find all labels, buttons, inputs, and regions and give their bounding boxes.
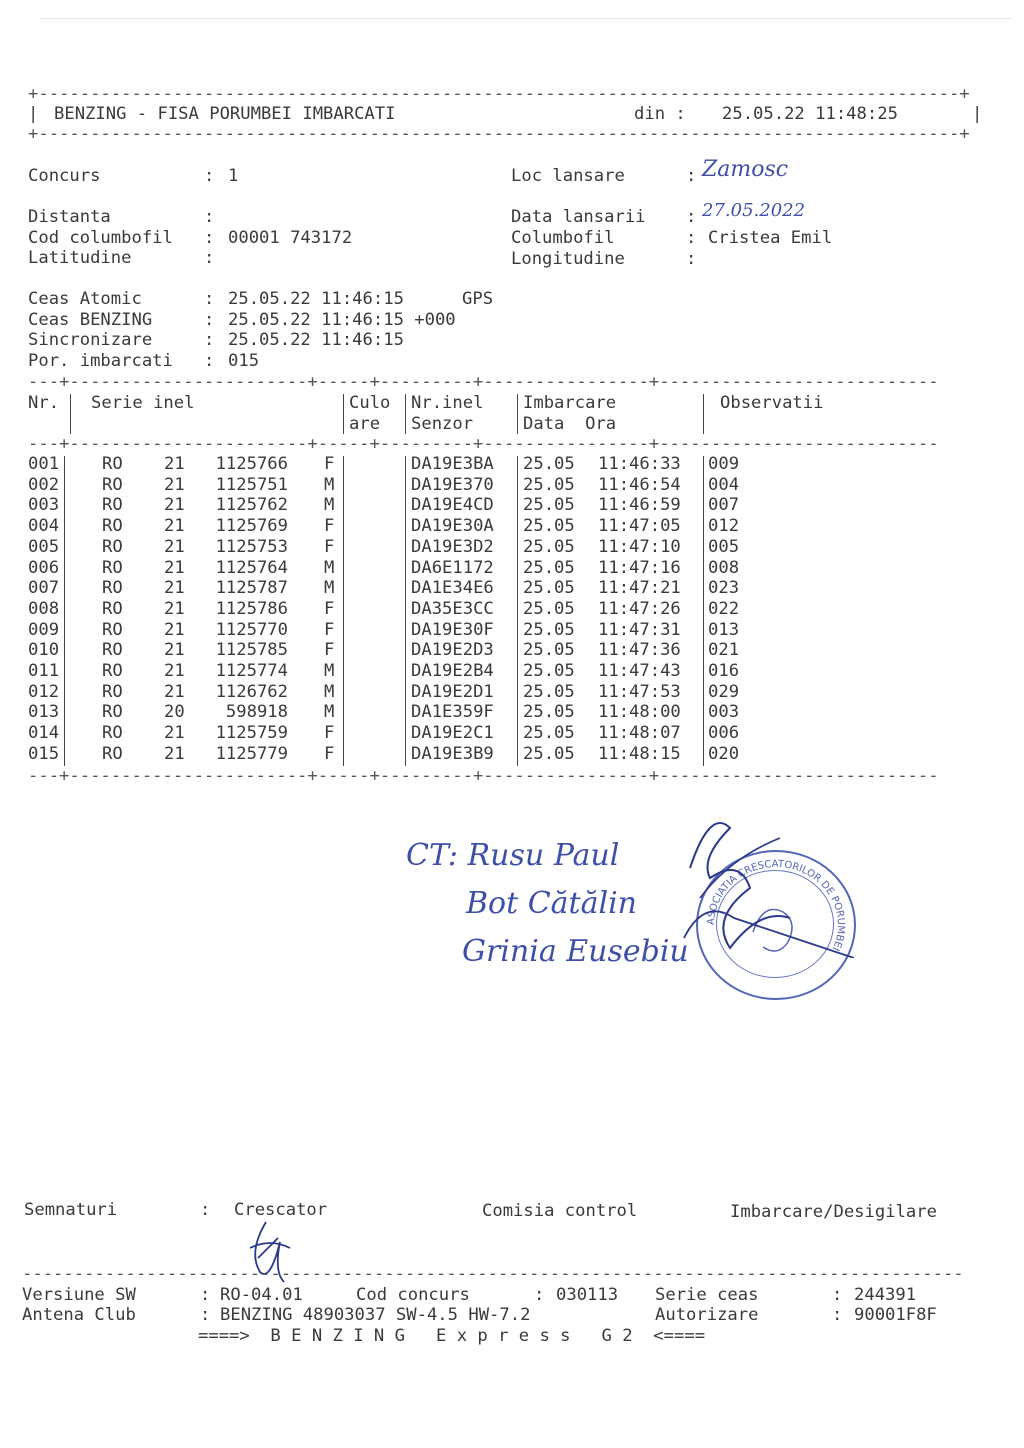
antena-value: BENZING 48903037 SW-4.5 HW-7.2: [220, 1305, 531, 1325]
handwritten-line-1: CT: Rusu Paul: [406, 838, 620, 873]
footer-separator: -------------------------------------------------------------------------------------------: [22, 1264, 964, 1284]
row-tara: RO: [102, 723, 123, 744]
colon: :: [686, 166, 697, 186]
row-data: 25.05: [523, 454, 575, 474]
colon: :: [832, 1305, 843, 1325]
row-sex: F: [324, 516, 335, 537]
col-divider: [517, 456, 518, 766]
row-ora: 11:47:43: [598, 661, 681, 681]
row-data: 25.05: [523, 598, 575, 619]
row-tara: RO: [102, 743, 123, 764]
row-tara: RO: [102, 578, 123, 599]
row-sex: M: [324, 495, 335, 516]
data-lansarii-label: Data lansarii: [511, 207, 646, 227]
row-sex: F: [324, 454, 335, 474]
row-data: 25.05: [523, 723, 575, 744]
brand-line: ====> B E N Z I N G E x p r e s s G 2 <====: [198, 1326, 706, 1346]
row-senzor: DA19E4CD: [411, 495, 494, 516]
row-inel: 1126762: [215, 681, 288, 702]
row-an: 21: [164, 723, 185, 744]
row-inel: 1125774: [215, 661, 288, 681]
cod-columbofil-value: 00001 743172: [228, 228, 353, 248]
row-data: 25.05: [523, 474, 575, 495]
row-tara: RO: [102, 661, 123, 681]
row-data: 25.05: [523, 557, 575, 578]
colon: :: [204, 166, 215, 186]
antena-label: Antena Club: [22, 1305, 136, 1325]
header-culoare-2: are: [349, 414, 381, 434]
header-serie-inel: Serie inel: [91, 393, 195, 413]
page-title: BENZING - FISA PORUMBEI IMBARCATI: [54, 104, 396, 124]
cod-concurs-label: Cod concurs: [356, 1285, 470, 1305]
row-obs: 021: [708, 640, 740, 661]
row-sex: M: [324, 661, 335, 681]
row-inel: 1125764: [215, 557, 288, 578]
row-sex: M: [324, 681, 335, 702]
row-data: 25.05: [523, 681, 575, 702]
row-data: 25.05: [523, 661, 575, 681]
ceas-atomic-suffix: GPS: [462, 289, 494, 309]
row-obs: 006: [708, 723, 740, 744]
commission-signature: [660, 808, 860, 958]
row-nr: 007: [28, 578, 60, 599]
por-imbarcati-value: 015: [228, 351, 260, 371]
row-nr: 009: [28, 619, 60, 640]
row-ora: 11:48:15: [598, 743, 681, 764]
row-sex: M: [324, 578, 335, 599]
imbarcare-desigilare-label: Imbarcare/Desigilare: [730, 1202, 937, 1222]
row-ora: 11:47:10: [598, 536, 681, 557]
row-nr: 004: [28, 516, 60, 537]
distanta-label: Distanta: [28, 207, 111, 227]
serie-ceas-label: Serie ceas: [655, 1285, 759, 1305]
row-obs: 023: [708, 578, 740, 599]
row-senzor: DA35E3CC: [411, 598, 494, 619]
autorizare-value: 90001F8F: [854, 1305, 937, 1325]
col-divider: [70, 394, 71, 434]
row-inel: 1125753: [215, 536, 288, 557]
row-tara: RO: [102, 454, 123, 474]
svg-text:ASOCIATIA CRESCATORILOR DE POR: ASOCIATIA CRESCATORILOR DE PORUMBEI: [705, 858, 847, 953]
colon: :: [200, 1285, 211, 1305]
col-divider: [343, 456, 344, 766]
colon: :: [686, 228, 697, 248]
row-ora: 11:48:07: [598, 723, 681, 744]
header-culoare-1: Culo: [349, 393, 391, 413]
row-tara: RO: [102, 495, 123, 516]
colon: :: [832, 1285, 843, 1305]
row-an: 21: [164, 640, 185, 661]
colon: :: [204, 228, 215, 248]
row-senzor: DA1E34E6: [411, 578, 494, 599]
row-inel: 1125751: [215, 474, 288, 495]
row-senzor: DA19E2D3: [411, 640, 494, 661]
row-inel: 598918: [225, 702, 288, 723]
row-senzor: DA19E3B9: [411, 743, 494, 764]
header-border-top: +-----------------------------------------------------------------------------------------+: [28, 84, 970, 104]
header-nrinel-2: Senzor: [411, 414, 474, 434]
row-an: 21: [164, 536, 185, 557]
row-ora: 11:47:26: [598, 598, 681, 619]
comisia-label: Comisia control: [482, 1201, 638, 1221]
row-an: 20: [164, 702, 185, 723]
row-nr: 006: [28, 557, 60, 578]
row-senzor: DA19E30F: [411, 619, 494, 640]
top-edge-line: [40, 18, 1012, 19]
colon: :: [204, 207, 215, 227]
col-divider: [517, 394, 518, 434]
row-data: 25.05: [523, 619, 575, 640]
row-sex: F: [324, 743, 335, 764]
colon: :: [686, 207, 697, 227]
colon: :: [200, 1200, 211, 1220]
row-tara: RO: [102, 536, 123, 557]
row-an: 21: [164, 557, 185, 578]
row-obs: 013: [708, 619, 740, 640]
sincronizare-label: Sincronizare: [28, 330, 153, 350]
cod-columbofil-label: Cod columbofil: [28, 228, 173, 248]
row-nr: 005: [28, 536, 60, 557]
ceas-benzing-value: 25.05.22 11:46:15 +000: [228, 310, 456, 330]
row-ora: 11:48:00: [598, 702, 681, 723]
row-tara: RO: [102, 619, 123, 640]
colon: :: [204, 289, 215, 309]
por-imbarcati-label: Por. imbarcati: [28, 351, 173, 371]
row-sex: F: [324, 536, 335, 557]
row-tara: RO: [102, 640, 123, 661]
row-obs: 004: [708, 474, 740, 495]
row-data: 25.05: [523, 743, 575, 764]
row-ora: 11:46:54: [598, 474, 681, 495]
colon: :: [204, 310, 215, 330]
header-imbarcare-2: Data Ora: [523, 414, 617, 434]
row-inel: 1125786: [215, 598, 288, 619]
table-header-separator: ---+-----------------------+-----+---------+----------------+---------------------------: [28, 434, 939, 454]
row-an: 21: [164, 495, 185, 516]
col-divider: [405, 394, 406, 434]
row-inel: 1125769: [215, 516, 288, 537]
loc-lansare-label: Loc lansare: [511, 166, 625, 186]
ceas-benzing-label: Ceas BENZING: [28, 310, 153, 330]
row-ora: 11:47:05: [598, 516, 681, 537]
row-tara: RO: [102, 557, 123, 578]
row-an: 21: [164, 661, 185, 681]
row-senzor: DA19E30A: [411, 516, 494, 537]
row-nr: 015: [28, 743, 60, 764]
table-border-bottom: ---+-----------------------+-----+---------+----------------+---------------------------: [28, 766, 939, 786]
semnaturi-label: Semnaturi: [24, 1200, 118, 1220]
row-data: 25.05: [523, 516, 575, 537]
row-inel: 1125766: [215, 454, 288, 474]
serie-ceas-value: 244391: [854, 1285, 917, 1305]
col-divider: [703, 394, 704, 434]
concurs-value: 1: [228, 166, 239, 186]
row-senzor: DA19E2B4: [411, 661, 494, 681]
row-nr: 008: [28, 598, 60, 619]
header-nr: Nr.: [28, 393, 60, 413]
row-ora: 11:46:33: [598, 454, 681, 474]
colon: :: [200, 1305, 211, 1325]
data-lansarii-value: 27.05.2022: [702, 200, 806, 221]
row-ora: 11:47:31: [598, 619, 681, 640]
colon: :: [204, 248, 215, 268]
row-inel: 1125762: [215, 495, 288, 516]
row-tara: RO: [102, 681, 123, 702]
columbofil-value: Cristea Emil: [708, 228, 833, 248]
row-an: 21: [164, 578, 185, 599]
row-an: 21: [164, 598, 185, 619]
header-observatii: Observatii: [720, 393, 824, 413]
row-an: 21: [164, 474, 185, 495]
row-obs: 003: [708, 702, 740, 723]
row-tara: RO: [102, 516, 123, 537]
header-border-bottom: +-----------------------------------------------------------------------------------------+: [28, 124, 970, 144]
row-obs: 029: [708, 681, 740, 702]
columbofil-label: Columbofil: [511, 228, 615, 248]
row-inel: 1125787: [215, 578, 288, 599]
colon: :: [686, 249, 697, 269]
row-tara: RO: [102, 474, 123, 495]
row-inel: 1125759: [215, 723, 288, 744]
concurs-label: Concurs: [28, 166, 101, 186]
row-ora: 11:47:53: [598, 681, 681, 702]
row-senzor: DA19E3D2: [411, 536, 494, 557]
row-an: 21: [164, 516, 185, 537]
header-imbarcare-1: Imbarcare: [523, 393, 617, 413]
col-divider: [703, 456, 704, 766]
row-sex: M: [324, 702, 335, 723]
row-ora: 11:46:59: [598, 495, 681, 516]
row-data: 25.05: [523, 578, 575, 599]
row-senzor: DA19E2D1: [411, 681, 494, 702]
col-divider: [405, 456, 406, 766]
loc-lansare-value: Zamosc: [702, 157, 789, 182]
col-divider: [343, 394, 344, 434]
row-inel: 1125779: [215, 743, 288, 764]
row-sex: M: [324, 557, 335, 578]
longitudine-label: Longitudine: [511, 249, 625, 269]
crescator-label: Crescator: [234, 1200, 328, 1220]
row-obs: 020: [708, 743, 740, 764]
row-senzor: DA19E3BA: [411, 454, 494, 474]
row-obs: 005: [708, 536, 740, 557]
row-senzor: DA1E359F: [411, 702, 494, 723]
row-sex: F: [324, 640, 335, 661]
header-right-bar: |: [972, 104, 983, 124]
table-border-top: ---+-----------------------+-----+---------+----------------+---------------------------: [28, 372, 939, 392]
row-senzor: DA6E1172: [411, 557, 494, 578]
row-nr: 012: [28, 681, 60, 702]
row-data: 25.05: [523, 536, 575, 557]
date-label: din :: [634, 104, 686, 124]
colon: :: [204, 351, 215, 371]
row-sex: F: [324, 598, 335, 619]
row-nr: 013: [28, 702, 60, 723]
row-an: 21: [164, 619, 185, 640]
row-nr: 014: [28, 723, 60, 744]
row-nr: 002: [28, 474, 60, 495]
versiune-label: Versiune SW: [22, 1285, 136, 1305]
header-nrinel-1: Nr.inel: [411, 393, 484, 413]
row-obs: 008: [708, 557, 740, 578]
row-obs: 022: [708, 598, 740, 619]
row-inel: 1125770: [215, 619, 288, 640]
row-data: 25.05: [523, 495, 575, 516]
autorizare-label: Autorizare: [655, 1305, 759, 1325]
row-an: 21: [164, 454, 185, 474]
sincronizare-value: 25.05.22 11:46:15: [228, 330, 404, 350]
row-tara: RO: [102, 702, 123, 723]
row-obs: 016: [708, 661, 740, 681]
row-ora: 11:47:21: [598, 578, 681, 599]
row-sex: M: [324, 474, 335, 495]
row-data: 25.05: [523, 640, 575, 661]
row-obs: 012: [708, 516, 740, 537]
row-sex: F: [324, 723, 335, 744]
latitudine-label: Latitudine: [28, 248, 132, 268]
row-obs: 009: [708, 454, 740, 474]
ceas-atomic-value: 25.05.22 11:46:15: [228, 289, 404, 309]
handwritten-line-3: Grinia Eusebiu: [462, 934, 689, 969]
row-ora: 11:47:16: [598, 557, 681, 578]
row-data: 25.05: [523, 702, 575, 723]
row-nr: 010: [28, 640, 60, 661]
date-value: 25.05.22 11:48:25: [722, 104, 898, 124]
row-an: 21: [164, 743, 185, 764]
row-an: 21: [164, 681, 185, 702]
colon: :: [204, 330, 215, 350]
handwritten-line-2: Bot Cătălin: [466, 886, 637, 921]
row-inel: 1125785: [215, 640, 288, 661]
row-sex: F: [324, 619, 335, 640]
cod-concurs-value: 030113: [556, 1285, 619, 1305]
row-nr: 001: [28, 454, 60, 474]
ceas-atomic-label: Ceas Atomic: [28, 289, 142, 309]
versiune-value: RO-04.01: [220, 1285, 303, 1305]
row-senzor: DA19E370: [411, 474, 494, 495]
row-tara: RO: [102, 598, 123, 619]
row-obs: 007: [708, 495, 740, 516]
row-ora: 11:47:36: [598, 640, 681, 661]
col-divider: [64, 456, 65, 766]
header-left-bar: |: [28, 104, 39, 124]
colon: :: [534, 1285, 545, 1305]
row-nr: 003: [28, 495, 60, 516]
row-senzor: DA19E2C1: [411, 723, 494, 744]
row-nr: 011: [28, 661, 60, 681]
